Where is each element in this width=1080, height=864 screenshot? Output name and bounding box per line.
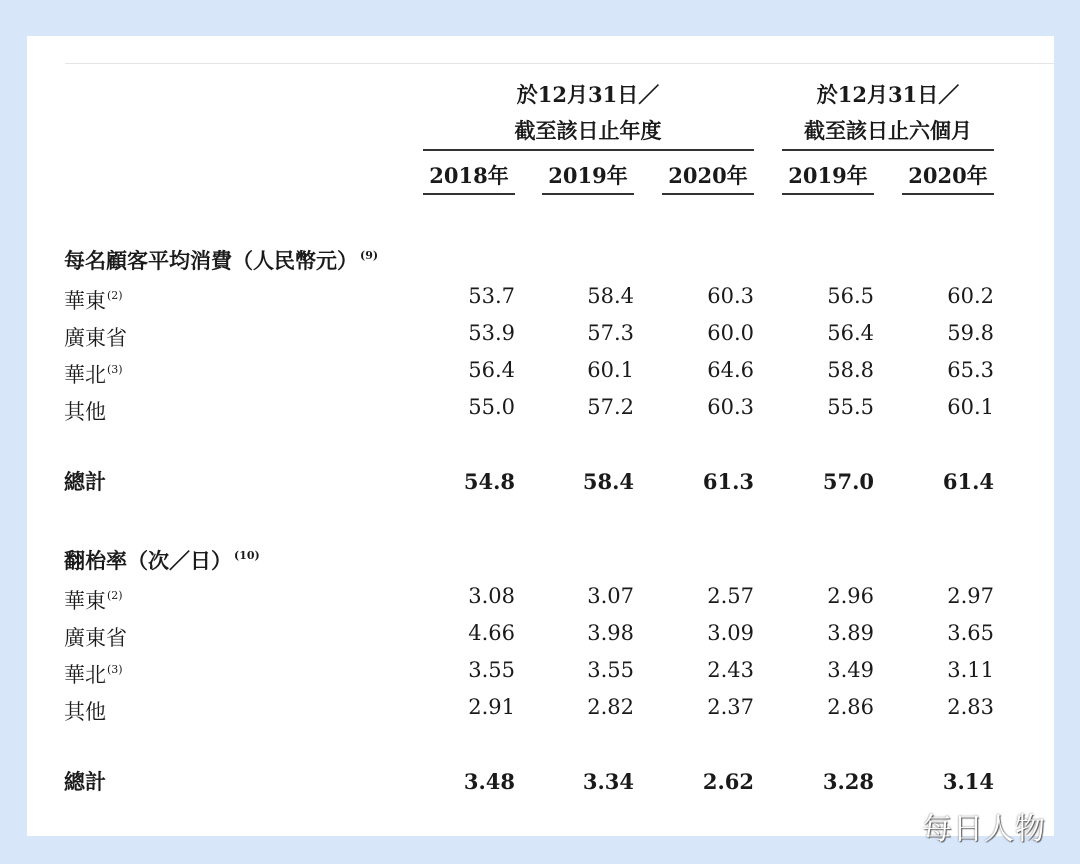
section-title-text: 每名顧客平均消費（人民幣元） — [64, 248, 358, 273]
row-label: 華東$^{(2)}$ — [64, 289, 123, 313]
year-rule — [542, 193, 634, 195]
table-row — [27, 580, 1054, 612]
row-label: 其他 — [64, 400, 106, 424]
cell: 60.3 — [707, 395, 754, 419]
cell: 3.11 — [947, 658, 994, 682]
cell: 56.4 — [827, 321, 874, 345]
cell: 2.86 — [827, 695, 874, 719]
cell: 65.3 — [947, 358, 994, 382]
cell: 57.3 — [587, 321, 634, 345]
row-label: 廣東省 — [64, 326, 127, 350]
cell: 58.4 — [587, 284, 634, 308]
cell: 3.09 — [707, 621, 754, 645]
cell: 57.2 — [587, 395, 634, 419]
cell: 55.0 — [468, 395, 515, 419]
header-annual-line1: 於12月31日／ — [516, 82, 660, 107]
cell: 2.37 — [707, 695, 754, 719]
cell: 60.1 — [947, 395, 994, 419]
footnote-ref: (9) — [360, 249, 379, 262]
year-header-2019-half: 2019年 — [788, 163, 868, 188]
cell: 56.4 — [468, 358, 515, 382]
cell: 2.91 — [468, 695, 515, 719]
year-header-2020-half: 2020年 — [908, 163, 988, 188]
cell: 3.65 — [947, 621, 994, 645]
cell: 59.8 — [947, 321, 994, 345]
cell: 2.96 — [827, 584, 874, 608]
cell: 56.5 — [827, 284, 874, 308]
cell: 61.4 — [942, 469, 994, 494]
cell: 3.28 — [822, 769, 874, 794]
cell: 60.2 — [947, 284, 994, 308]
cell: 58.8 — [827, 358, 874, 382]
table-row — [27, 654, 1054, 686]
row-label: 華北$^{(3)}$ — [64, 663, 123, 687]
section-title-turnover — [64, 541, 260, 576]
cell: 58.4 — [582, 469, 634, 494]
year-header-2018: 2018年 — [429, 163, 509, 188]
cell: 2.57 — [707, 584, 754, 608]
header-half-line1: 於12月31日／ — [816, 82, 960, 107]
year-header-2019: 2019年 — [548, 163, 628, 188]
header-half-line2: 截至該日止六個月 — [804, 118, 972, 143]
watermark-logo: 每日人物 — [922, 812, 1046, 847]
cell: 3.48 — [463, 769, 515, 794]
year-rule — [423, 193, 515, 195]
cell: 53.9 — [468, 321, 515, 345]
table-row — [27, 354, 1054, 386]
row-label: 廣東省 — [64, 626, 127, 650]
cell: 2.62 — [702, 769, 754, 794]
total-row — [27, 466, 1054, 498]
row-label: 華北$^{(3)}$ — [64, 363, 123, 387]
table-row — [27, 317, 1054, 349]
table-row — [27, 391, 1054, 423]
year-rule — [782, 193, 874, 195]
section-title-text: 翻枱率（次／日） — [64, 548, 232, 573]
cell: 3.34 — [582, 769, 634, 794]
top-divider — [65, 63, 1054, 64]
row-label: 總計 — [64, 469, 106, 494]
cell: 54.8 — [463, 469, 515, 494]
cell: 55.5 — [827, 395, 874, 419]
cell: 2.83 — [947, 695, 994, 719]
row-label: 其他 — [64, 700, 106, 724]
cell: 60.3 — [707, 284, 754, 308]
table-row — [27, 280, 1054, 312]
cell: 3.98 — [587, 621, 634, 645]
document-page — [27, 36, 1054, 836]
cell: 60.0 — [707, 321, 754, 345]
cell: 3.89 — [827, 621, 874, 645]
table-row — [27, 691, 1054, 723]
year-rule — [902, 193, 994, 195]
table-row — [27, 617, 1054, 649]
cell: 60.1 — [587, 358, 634, 382]
cell: 53.7 — [468, 284, 515, 308]
cell: 2.43 — [707, 658, 754, 682]
header-half-rule — [782, 149, 994, 151]
footnote-ref: (10) — [234, 549, 260, 562]
row-label: 華東$^{(2)}$ — [64, 589, 123, 613]
cell: 57.0 — [822, 469, 874, 494]
cell: 3.55 — [587, 658, 634, 682]
cell: 3.14 — [942, 769, 994, 794]
cell: 64.6 — [707, 358, 754, 382]
cell: 4.66 — [468, 621, 515, 645]
cell: 3.08 — [468, 584, 515, 608]
cell: 3.49 — [827, 658, 874, 682]
cell: 3.55 — [468, 658, 515, 682]
cell: 2.97 — [947, 584, 994, 608]
section-title-spend — [64, 241, 378, 276]
header-annual-rule — [423, 149, 754, 151]
cell: 3.07 — [587, 584, 634, 608]
year-header-2020: 2020年 — [668, 163, 748, 188]
total-row — [27, 766, 1054, 798]
cell: 2.82 — [587, 695, 634, 719]
cell: 61.3 — [702, 469, 754, 494]
header-annual-line2: 截至該日止年度 — [514, 118, 662, 143]
row-label: 總計 — [64, 769, 106, 794]
year-rule — [662, 193, 754, 195]
